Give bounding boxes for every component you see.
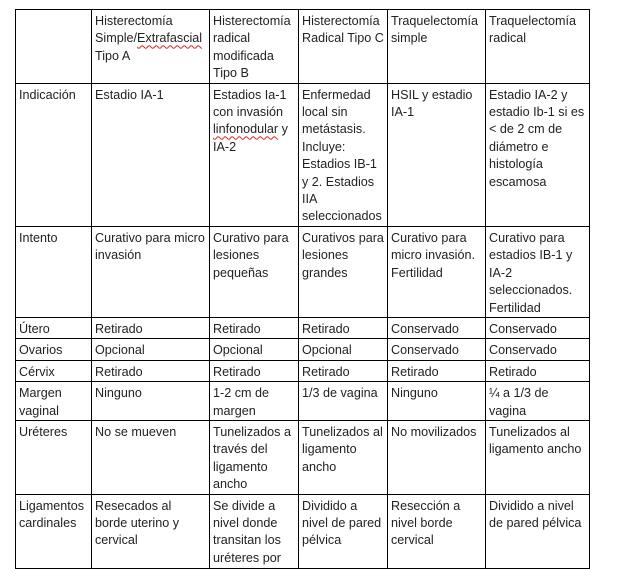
table-cell: Dividido a nivel de pared pélvica: [299, 494, 388, 568]
table-row: [16, 382, 590, 421]
row-label: Margen vaginal: [16, 382, 92, 421]
spellcheck-extrafascial: Extrafascial: [137, 31, 203, 46]
table-cell: Conservado: [388, 317, 486, 338]
row-label: Ligamentos cardinales: [16, 494, 92, 568]
table-cell: Retirado: [210, 360, 299, 381]
table-cell: Ninguno: [388, 382, 486, 421]
table-row: [16, 226, 590, 317]
table-cell: Tunelizados al ligamento ancho: [486, 420, 590, 494]
row-label: Útero: [16, 317, 92, 338]
table-cell: Curativo para lesiones pequeñas: [210, 226, 299, 317]
table-cell: Retirado: [299, 317, 388, 338]
header-histerectomia-radical: Histerectomía Radical Tipo C: [299, 10, 388, 84]
table-cell: Ninguno: [92, 382, 210, 421]
table-cell: Conservado: [388, 339, 486, 360]
table-cell: 1-2 cm de margen: [210, 382, 299, 421]
table-cell: Retirado: [299, 360, 388, 381]
table-cell: Tunelizados a través del ligamento ancho: [210, 420, 299, 494]
cell-text-post: y IA-2: [213, 122, 288, 154]
row-label: Cérvix: [16, 360, 92, 381]
table-row: [16, 494, 590, 568]
table-cell: Resección a nivel borde cervical: [388, 494, 486, 568]
table-cell: Conservado: [486, 339, 590, 360]
table-cell: Curativos para lesiones grandes: [299, 226, 388, 317]
table-cell: ¼ a 1/3 de vagina: [486, 382, 590, 421]
header-histerectomia-radical-modificada: Histerectomía radical modificada Tipo B: [210, 10, 299, 84]
table-cell: Conservado: [486, 317, 590, 338]
table-cell: Curativo para micro invasión: [92, 226, 210, 317]
header-traquelectomia-simple: Traquelectomía simple: [388, 10, 486, 84]
table-row: [16, 83, 590, 226]
row-label: Intento: [16, 226, 92, 317]
table-cell: [210, 83, 299, 226]
header-histerectomia-simple-post: Tipo A: [95, 48, 131, 63]
header-histerectomia-simple: [92, 10, 210, 84]
table-cell: No se mueven: [92, 420, 210, 494]
table-cell: [210, 494, 299, 568]
table-cell: Estadio IA-2 y estadio Ib-1 si es < de 2 cm de diámetro e histología escamosa: [486, 83, 590, 226]
table-cell: Resecados al borde uterino y cervical: [92, 494, 210, 568]
table-cell: Retirado: [92, 317, 210, 338]
table-cell: Retirado: [92, 360, 210, 381]
table-cell: Opcional: [92, 339, 210, 360]
surgery-comparison-table: [15, 9, 590, 569]
row-label: Indicación: [16, 83, 92, 226]
table-cell: No movilizados: [388, 420, 486, 494]
table-cell: Estadio IA-1: [92, 83, 210, 226]
table-cell: Curativo para estadios IB-1 y IA-2 seleccionados. Fertilidad: [486, 226, 590, 317]
header-row: [16, 10, 590, 84]
row-label: Uréteres: [16, 420, 92, 494]
spellcheck-linfonodular: linfonodular: [213, 122, 279, 137]
header-traquelectomia-radical: Traquelectomía radical: [486, 10, 590, 84]
table-cell: Dividido a nivel de pared pélvica: [486, 494, 590, 568]
table-row: [16, 339, 590, 360]
table-cell: Retirado: [210, 317, 299, 338]
table-row: [16, 317, 590, 338]
table-cell: Curativo para micro invasión. Fertilidad: [388, 226, 486, 317]
table-cell: Opcional: [299, 339, 388, 360]
table-cell: Tunelizados al ligamento ancho: [299, 420, 388, 494]
cell-text-pre: Estadios Ia-1 con invasión: [213, 87, 287, 120]
cell-clip: Se divide a nivel donde transitan los uréteres por: [213, 498, 281, 565]
table-cell: Retirado: [486, 360, 590, 381]
table-cell: Enfermedad local sin metástasis. Incluye: Estadios IB-1 y 2. Estadios IIA seleccionados: [299, 83, 388, 226]
header-histerectomia-simple-pre: Histerectomía Simple/: [95, 14, 173, 46]
table-cell: Opcional: [210, 339, 299, 360]
table-cell: 1/3 de vagina: [299, 382, 388, 421]
table-cell: HSIL y estadio IA-1: [388, 83, 486, 226]
table-cell: Retirado: [388, 360, 486, 381]
header-corner-cell: [16, 10, 92, 84]
table-row: [16, 360, 590, 381]
table-row: [16, 420, 590, 494]
row-label: Ovarios: [16, 339, 92, 360]
